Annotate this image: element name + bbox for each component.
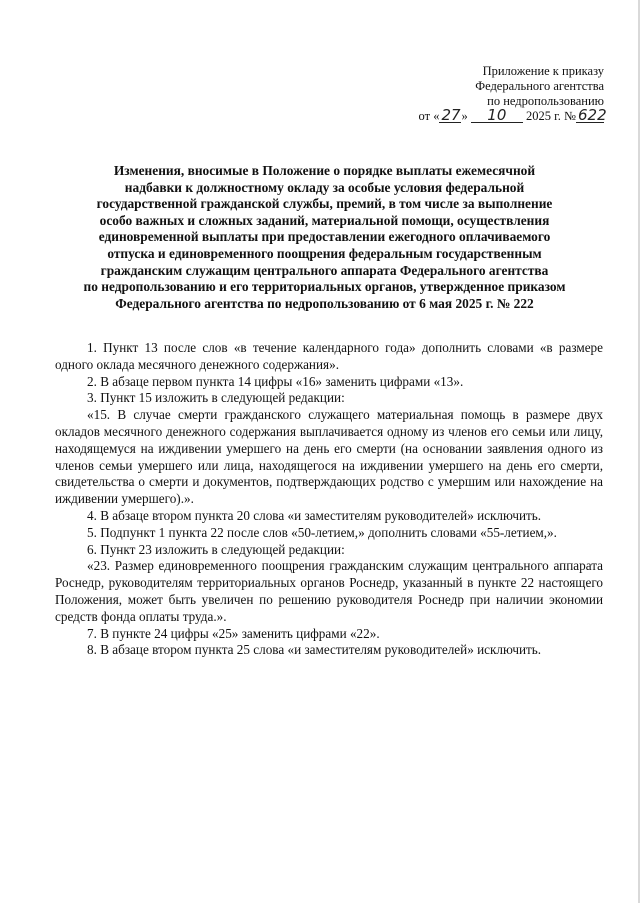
title-line: особо важных и сложных заданий, материальной помощи, осуществления: [99, 212, 550, 228]
paragraph-item-2: 2. В абзаце первом пункта 14 цифры «16» заменить цифрами «13».: [87, 373, 464, 389]
title-line: Федерального агентства по недропользованию от 6 мая 2025 г. № 222: [115, 295, 534, 311]
annex-caption-line-1: Приложение к приказу: [482, 64, 604, 78]
handwritten-day: 27: [441, 106, 461, 124]
date-mid: »: [461, 109, 468, 123]
date-year: 2025 г. №: [525, 109, 576, 123]
paragraph-item-4: 4. В абзаце втором пункта 20 слова «и заместителям руководителей» исключить.: [87, 507, 542, 523]
title-line: по недропользованию и его территориальных органов, утвержденное приказом: [83, 279, 566, 295]
title-line: отпуска и единовременного поощрения федеральным государственным: [107, 245, 542, 261]
paragraph-item-8: 8. В абзаце втором пункта 25 слова «и заместителям руководителей» исключить.: [87, 642, 542, 658]
paragraph-item-3: 3. Пункт 15 изложить в следующей редакции:: [87, 390, 345, 406]
paragraph-quote-23: «23. Размер единовременного поощрения гражданским служащим центрального аппарата Роснедр, руководителям территориальных органов Роснедр, указанный в пункте 22 настоящего Положения, может быть увеличен по решению руководителя Роснедр при наличии экономии средств фонда оплаты труда.».: [55, 558, 603, 624]
order-date-line: [418, 106, 607, 124]
paragraph-item-6: 6. Пункт 23 изложить в следующей редакции:: [87, 541, 345, 557]
handwritten-month: 10: [471, 109, 523, 123]
handwritten-order-number: 622: [578, 106, 607, 124]
paragraph-item-5: 5. Подпункт 1 пункта 22 после слов «50-летием,» дополнить словами «55-летием,».: [87, 524, 557, 540]
order-annex-header: [418, 64, 607, 124]
date-prefix: от «: [418, 109, 440, 123]
annex-caption-line-3: по недропользованию: [487, 94, 604, 108]
title-line: Изменения, вносимые в Положение о порядке выплаты ежемесячной: [113, 163, 536, 178]
title-line: единовременной выплаты при предоставлении ежегодного оплачиваемого: [98, 229, 551, 245]
paragraph-item-7: 7. В пункте 24 цифры «25» заменить цифрами «22».: [87, 625, 380, 641]
paragraph-item-1: 1. Пункт 13 после слов «в течение календарного года» дополнить словами «в размере одного оклада месячного денежного содержания».: [55, 340, 603, 372]
title-line: надбавки к должностному окладу за особые условия федеральной: [124, 179, 525, 195]
title-line: гражданским служащим центрального аппарата Федерального агентства: [100, 262, 549, 278]
paragraph-quote-15: «15. В случае смерти гражданского служащего материальная помощь в размере двух окладов месячного денежного содержания выплачивается одному из членов его семьи или лицу, находящемуся на иждивении умершего на день его смерти (на основании заявления одного из членов семьи умершего или лица, находящегося на иждивении умершего на день его смерти, свидетельства о смерти и документов, подтверждающих родство с умершим или нахождение на иждивении умершего).».: [55, 407, 603, 507]
annex-caption-line-2: Федерального агентства: [475, 79, 604, 93]
document-body: [55, 340, 603, 659]
title-line: государственной гражданской службы, премий, в том числе за выполнение: [96, 196, 553, 212]
document-title: [52, 163, 597, 312]
